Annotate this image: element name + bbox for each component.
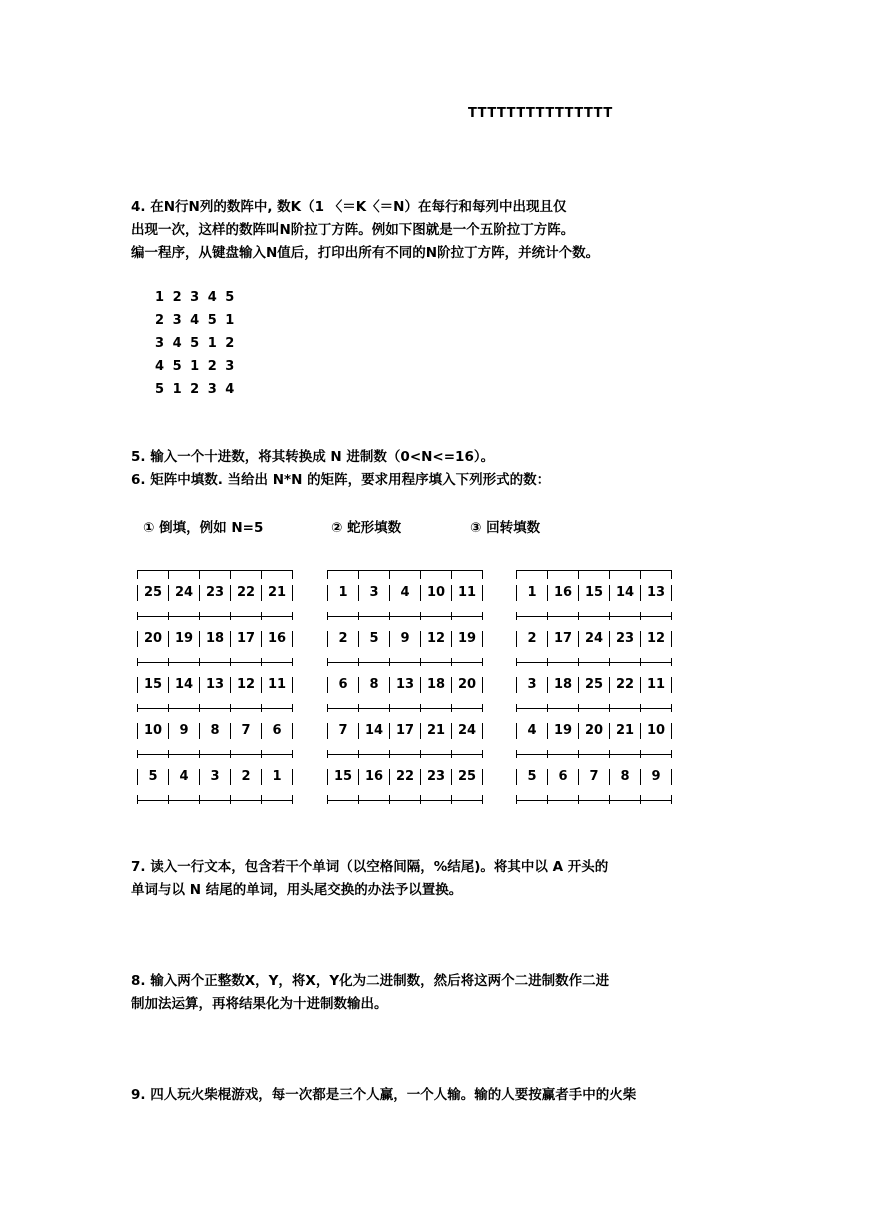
grid-tick: [230, 795, 231, 804]
grid-line: [137, 662, 292, 663]
grid-tick: [482, 658, 483, 666]
grid-tick: [640, 704, 641, 712]
grid-tick: [547, 750, 548, 758]
grid-tick: [137, 570, 138, 579]
grid-tick: [420, 795, 421, 804]
grid-tick: [516, 658, 517, 666]
grid-tick: [451, 612, 452, 620]
grid-tick: [327, 658, 328, 666]
grid-tick: [482, 750, 483, 758]
matrix-cell: 5: [527, 769, 537, 784]
grid-tick: [671, 795, 672, 804]
matrix-cell: 5: [148, 769, 158, 784]
matrix-cell: 25: [457, 769, 477, 784]
grid-tick: [261, 570, 262, 579]
matrix-cell: 21: [267, 585, 287, 600]
matrix-cell: 1: [272, 769, 282, 784]
grid-tick: [292, 570, 293, 579]
matrix-cell: 22: [236, 585, 256, 600]
matrix-cell: 13: [395, 677, 415, 692]
grid-tick: [199, 795, 200, 804]
matrix-cell: 4: [179, 769, 189, 784]
matrix-cell: 17: [395, 723, 415, 738]
matrix-cell: 13: [205, 677, 225, 692]
matrix-cell: 19: [553, 723, 573, 738]
matrix-cell: 2: [527, 631, 537, 646]
page-header: TTTTTTTTTTTTTTT: [468, 106, 613, 121]
cell-divider: [482, 585, 483, 601]
question-7-line-2: 单词与以 N 结尾的单词，用头尾交换的办法予以置换。: [131, 882, 463, 898]
grid-tick: [640, 795, 641, 804]
grid-tick: [547, 658, 548, 666]
matrix-cell: 22: [615, 677, 635, 692]
cell-divider: [482, 769, 483, 785]
grid-tick: [609, 658, 610, 666]
grid-tick: [137, 750, 138, 758]
latin-square-row: 1 2 3 4 5: [155, 290, 237, 305]
matrix-cell: 21: [615, 723, 635, 738]
grid-tick: [547, 795, 548, 804]
grid-tick: [168, 612, 169, 620]
cell-divider: [482, 677, 483, 693]
grid-line: [516, 708, 671, 709]
latin-square-row: 5 1 2 3 4: [155, 382, 237, 397]
matrix-cell: 18: [553, 677, 573, 692]
grid-tick: [137, 704, 138, 712]
matrix-cell: 11: [646, 677, 666, 692]
matrix-cell: 8: [369, 677, 379, 692]
grid-tick: [547, 570, 548, 579]
grid-tick: [516, 750, 517, 758]
grid-tick: [482, 612, 483, 620]
matrix-cell: 12: [646, 631, 666, 646]
grid-tick: [547, 612, 548, 620]
matrix-cell: 11: [267, 677, 287, 692]
grid-line: [137, 800, 292, 801]
grid-tick: [199, 612, 200, 620]
matrix-cell: 4: [527, 723, 537, 738]
matrix-cell: 7: [338, 723, 348, 738]
question-9: 9. 四人玩火柴棍游戏，每一次都是三个人赢，一个人输。输的人要按赢者手中的火柴: [131, 1087, 637, 1103]
matrix-cell: 1: [527, 585, 537, 600]
grid-tick: [358, 612, 359, 620]
matrix-cell: 2: [241, 769, 251, 784]
matrix-cell: 15: [143, 677, 163, 692]
grid-tick: [292, 750, 293, 758]
grid-line: [516, 754, 671, 755]
grid-tick: [168, 750, 169, 758]
grid-tick: [389, 704, 390, 712]
grid-tick: [578, 612, 579, 620]
grid-tick: [671, 612, 672, 620]
grid-tick: [261, 704, 262, 712]
grid-tick: [451, 750, 452, 758]
grid-tick: [578, 795, 579, 804]
grid-tick: [389, 570, 390, 579]
grid-tick: [327, 795, 328, 804]
grid-line: [516, 800, 671, 801]
matrix-label-reverse: ① 倒填，例如 N=5: [143, 520, 264, 536]
matrix-cell: 20: [584, 723, 604, 738]
grid-tick: [640, 570, 641, 579]
grid-tick: [389, 795, 390, 804]
matrix-cell: 8: [210, 723, 220, 738]
grid-tick: [137, 612, 138, 620]
grid-tick: [168, 704, 169, 712]
matrix-cell: 7: [241, 723, 251, 738]
grid-tick: [261, 658, 262, 666]
grid-tick: [389, 612, 390, 620]
cell-divider: [292, 769, 293, 785]
cell-divider: [671, 585, 672, 601]
matrix-cell: 14: [615, 585, 635, 600]
matrix-cell: 9: [179, 723, 189, 738]
grid-tick: [327, 612, 328, 620]
grid-tick: [451, 658, 452, 666]
grid-tick: [230, 658, 231, 666]
grid-line: [327, 800, 482, 801]
question-6: 6. 矩阵中填数. 当给出 N*N 的矩阵，要求用程序填入下列形式的数：: [131, 472, 551, 488]
grid-tick: [199, 658, 200, 666]
grid-tick: [292, 704, 293, 712]
grid-tick: [261, 750, 262, 758]
grid-tick: [389, 658, 390, 666]
grid-tick: [671, 704, 672, 712]
matrix-cell: 1: [338, 585, 348, 600]
matrix-cell: 2: [338, 631, 348, 646]
grid-tick: [327, 750, 328, 758]
grid-tick: [482, 570, 483, 579]
matrix-cell: 23: [426, 769, 446, 784]
grid-tick: [671, 658, 672, 666]
question-4-line-3: 编一程序，从键盘输入N值后，打印出所有不同的N阶拉丁方阵，并统计个数。: [131, 245, 600, 261]
cell-divider: [671, 769, 672, 785]
grid-tick: [292, 612, 293, 620]
cell-divider: [292, 677, 293, 693]
question-7-line-1: 7. 读入一行文本，包含若干个单词（以空格间隔，%结尾)。将其中以 A 开头的: [131, 859, 609, 875]
matrix-cell: 3: [210, 769, 220, 784]
grid-tick: [609, 612, 610, 620]
matrix-cell: 4: [400, 585, 410, 600]
grid-line: [327, 662, 482, 663]
grid-tick: [578, 704, 579, 712]
grid-tick: [420, 658, 421, 666]
grid-tick: [420, 704, 421, 712]
grid-tick: [292, 658, 293, 666]
grid-tick: [640, 750, 641, 758]
grid-line: [516, 616, 671, 617]
grid-tick: [261, 795, 262, 804]
grid-tick: [609, 704, 610, 712]
matrix-cell: 6: [272, 723, 282, 738]
grid-tick: [358, 795, 359, 804]
grid-tick: [137, 658, 138, 666]
cell-divider: [482, 723, 483, 739]
matrix-cell: 12: [426, 631, 446, 646]
grid-tick: [420, 570, 421, 579]
grid-line: [516, 570, 671, 571]
grid-line: [137, 708, 292, 709]
grid-tick: [578, 750, 579, 758]
matrix-cell: 21: [426, 723, 446, 738]
grid-tick: [578, 570, 579, 579]
matrix-cell: 16: [364, 769, 384, 784]
cell-divider: [482, 631, 483, 647]
cell-divider: [671, 723, 672, 739]
matrix-cell: 6: [338, 677, 348, 692]
matrix-cell: 13: [646, 585, 666, 600]
grid-tick: [640, 658, 641, 666]
matrix-cell: 17: [236, 631, 256, 646]
matrix-cell: 25: [143, 585, 163, 600]
cell-divider: [671, 677, 672, 693]
grid-tick: [516, 795, 517, 804]
grid-line: [327, 754, 482, 755]
matrix-cell: 3: [527, 677, 537, 692]
matrix-cell: 15: [333, 769, 353, 784]
matrix-cell: 10: [646, 723, 666, 738]
matrix-cell: 11: [457, 585, 477, 600]
grid-tick: [137, 795, 138, 804]
cell-divider: [292, 585, 293, 601]
question-8-line-2: 制加法运算，再将结果化为十进制数输出。: [131, 996, 388, 1012]
matrix-cell: 9: [400, 631, 410, 646]
grid-tick: [389, 750, 390, 758]
grid-tick: [671, 750, 672, 758]
grid-line: [327, 570, 482, 571]
matrix-cell: 6: [558, 769, 568, 784]
cell-divider: [292, 723, 293, 739]
grid-tick: [671, 570, 672, 579]
matrix-cell: 16: [267, 631, 287, 646]
matrix-cell: 10: [426, 585, 446, 600]
matrix-cell: 19: [174, 631, 194, 646]
grid-line: [327, 616, 482, 617]
grid-tick: [547, 704, 548, 712]
matrix-cell: 16: [553, 585, 573, 600]
grid-tick: [358, 570, 359, 579]
grid-tick: [482, 795, 483, 804]
grid-tick: [516, 570, 517, 579]
matrix-cell: 18: [426, 677, 446, 692]
matrix-cell: 20: [143, 631, 163, 646]
question-4-line-1: 4. 在N行N列的数阵中, 数K（1 〈＝K〈＝N）在每行和每列中出现且仅: [131, 199, 567, 215]
cell-divider: [292, 631, 293, 647]
matrix-cell: 3: [369, 585, 379, 600]
matrix-cell: 20: [457, 677, 477, 692]
matrix-cell: 23: [205, 585, 225, 600]
matrix-cell: 22: [395, 769, 415, 784]
grid-tick: [578, 658, 579, 666]
grid-tick: [451, 704, 452, 712]
matrix-cell: 8: [620, 769, 630, 784]
matrix-cell: 23: [615, 631, 635, 646]
matrix-cell: 24: [174, 585, 194, 600]
matrix-label-spiral: ③ 回转填数: [470, 520, 541, 536]
matrix-cell: 19: [457, 631, 477, 646]
latin-square-row: 2 3 4 5 1: [155, 313, 237, 328]
latin-square-row: 4 5 1 2 3: [155, 359, 237, 374]
matrix-cell: 14: [364, 723, 384, 738]
grid-tick: [420, 750, 421, 758]
grid-tick: [516, 704, 517, 712]
grid-tick: [168, 658, 169, 666]
matrix-cell: 24: [584, 631, 604, 646]
grid-tick: [358, 704, 359, 712]
grid-tick: [292, 795, 293, 804]
matrix-cell: 17: [553, 631, 573, 646]
grid-tick: [451, 795, 452, 804]
grid-line: [516, 662, 671, 663]
grid-tick: [230, 750, 231, 758]
grid-tick: [230, 570, 231, 579]
grid-tick: [168, 795, 169, 804]
grid-tick: [230, 704, 231, 712]
grid-tick: [609, 570, 610, 579]
question-4-line-2: 出现一次，这样的数阵叫N阶拉丁方阵。例如下图就是一个五阶拉丁方阵。: [131, 222, 575, 238]
grid-tick: [358, 750, 359, 758]
matrix-cell: 5: [369, 631, 379, 646]
grid-tick: [358, 658, 359, 666]
matrix-label-snake: ② 蛇形填数: [331, 520, 402, 536]
grid-line: [137, 616, 292, 617]
matrix-cell: 15: [584, 585, 604, 600]
grid-tick: [640, 612, 641, 620]
grid-tick: [199, 750, 200, 758]
grid-tick: [327, 570, 328, 579]
matrix-cell: 7: [589, 769, 599, 784]
grid-tick: [230, 612, 231, 620]
grid-tick: [482, 704, 483, 712]
latin-square-row: 3 4 5 1 2: [155, 336, 237, 351]
grid-line: [327, 708, 482, 709]
grid-tick: [609, 795, 610, 804]
grid-tick: [451, 570, 452, 579]
question-8-line-1: 8. 输入两个正整数X，Y，将X，Y化为二进制数，然后将这两个二进制数作二进: [131, 973, 610, 989]
matrix-cell: 14: [174, 677, 194, 692]
grid-line: [137, 570, 292, 571]
grid-tick: [261, 612, 262, 620]
grid-line: [137, 754, 292, 755]
matrix-cell: 9: [651, 769, 661, 784]
grid-tick: [168, 570, 169, 579]
grid-tick: [420, 612, 421, 620]
grid-tick: [516, 612, 517, 620]
matrix-cell: 18: [205, 631, 225, 646]
matrix-cell: 24: [457, 723, 477, 738]
question-5: 5. 输入一个十进数，将其转换成 N 进制数（0<N<=16）。: [131, 449, 495, 465]
grid-tick: [199, 704, 200, 712]
grid-tick: [609, 750, 610, 758]
matrix-cell: 12: [236, 677, 256, 692]
grid-tick: [327, 704, 328, 712]
matrix-cell: 25: [584, 677, 604, 692]
matrix-cell: 10: [143, 723, 163, 738]
grid-tick: [199, 570, 200, 579]
cell-divider: [671, 631, 672, 647]
